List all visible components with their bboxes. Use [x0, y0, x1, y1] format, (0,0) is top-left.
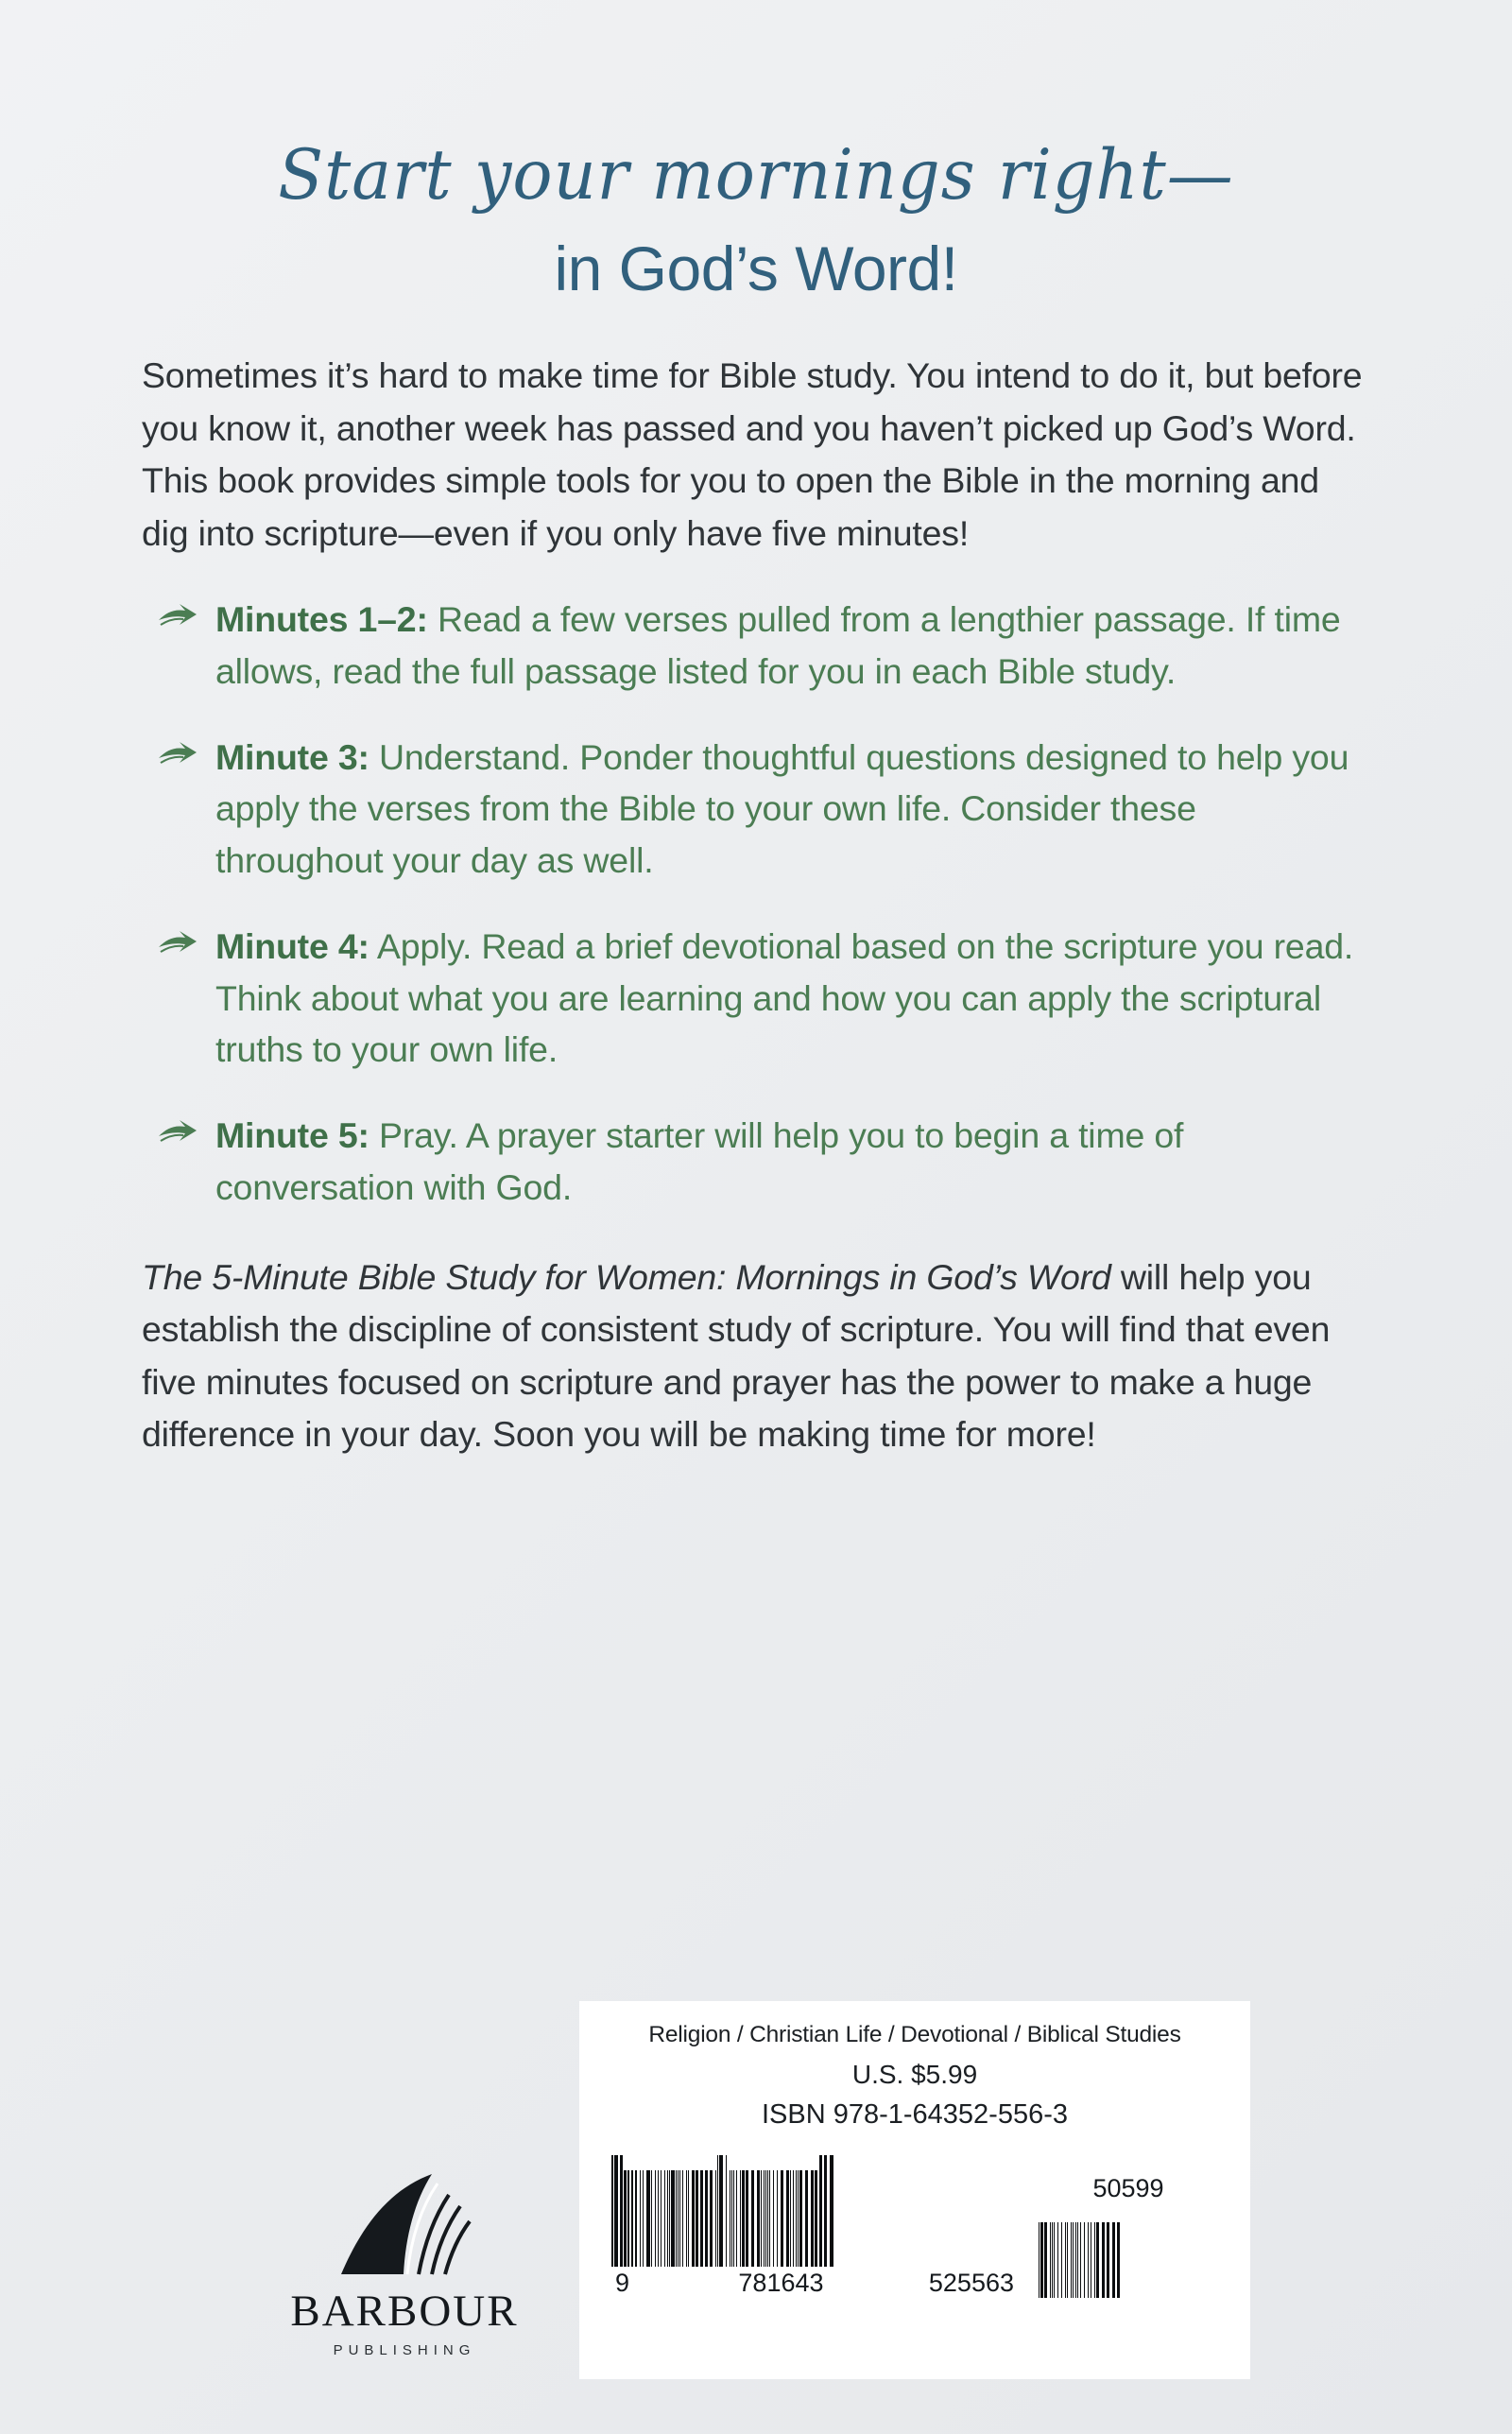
- list-item-text: Understand. Ponder thoughtful questions designed to help you apply the verses from the Bible to your own life. Consider these throughout your day as well.: [215, 736, 1349, 880]
- price-text: U.S. $5.99: [851, 2060, 978, 2089]
- cover-copy: [0, 350, 1512, 1461]
- ean5-addon-barcode: [1039, 2174, 1218, 2298]
- isbn-text: ISBN 978-1-64352-556-3: [761, 2099, 1069, 2130]
- ean5-bars: [1039, 2207, 1218, 2298]
- arrow-flourish-icon: [157, 1115, 200, 1148]
- outro-paragraph: [142, 1252, 1370, 1461]
- list-item-label: Minute 3:: [215, 736, 369, 777]
- barcode-block: [579, 2001, 1250, 2379]
- list-item-label: Minutes 1–2:: [215, 599, 428, 639]
- publisher-logo: [263, 2168, 546, 2358]
- list-item-label: Minute 5:: [215, 1115, 369, 1155]
- arrow-flourish-icon: [157, 737, 200, 769]
- list-item-text: Pray. A prayer starter will help you to begin a time of conversation with God.: [215, 1115, 1184, 1207]
- addon-digits: 50599: [1092, 2174, 1164, 2202]
- list-item: [215, 594, 1370, 698]
- bisac-category: Religion / Christian Life / Devotional / Biblical Studies: [648, 2022, 1181, 2047]
- ean13-barcode: [611, 2155, 1018, 2298]
- cover-footer: [0, 2022, 1512, 2379]
- list-item-text: Apply. Read a brief devotional based on the scripture you read. Think about what you are learning and how you can apply the scriptural truths to your own life.: [215, 925, 1354, 1070]
- ean13-digits: [611, 2269, 1018, 2298]
- publisher-name: BARBOUR: [290, 2287, 519, 2336]
- arrow-flourish-icon: [157, 926, 200, 958]
- intro-paragraph: Sometimes it’s hard to make time for Bible study. You intend to do it, but before you know it, another week has passed and you haven’t picked up God’s Word. This book provides simple tools for you to open the Bible in the morning and dig into scripture—even if you only have five minutes!: [142, 355, 1363, 553]
- open-book-icon: [334, 2168, 475, 2284]
- ean-group-1: 781643: [738, 2269, 824, 2297]
- outro-text: will help you establish the discipline of consistent study of scripture. You will find that even five minutes focused on scripture and prayer has the power to make a huge difference in your day. Soon you will be making time for more!: [142, 1256, 1331, 1454]
- list-item-text: Read a few verses pulled from a lengthier passage. If time allows, read the full passage listed for you in each Bible study.: [215, 599, 1341, 691]
- page-title: [0, 0, 1512, 304]
- ean13-bars: [611, 2155, 1018, 2267]
- list-item: [215, 1110, 1370, 1214]
- headline-script-line: Start your mornings right—: [278, 133, 1234, 216]
- minutes-list: [142, 594, 1370, 1214]
- headline-main-line: in God’s Word!: [554, 233, 958, 303]
- list-item: [215, 732, 1370, 887]
- list-item-label: Minute 4:: [215, 925, 369, 966]
- book-title: The 5-Minute Bible Study for Women: Mornings in God’s Word: [142, 1256, 1111, 1297]
- list-item: [215, 921, 1370, 1076]
- arrow-flourish-icon: [157, 599, 200, 631]
- publisher-subtitle: PUBLISHING: [333, 2342, 476, 2358]
- ean-lead-digit: 9: [615, 2269, 630, 2297]
- barcode-area: [596, 2138, 1233, 2304]
- ean-group-2: 525563: [928, 2269, 1014, 2297]
